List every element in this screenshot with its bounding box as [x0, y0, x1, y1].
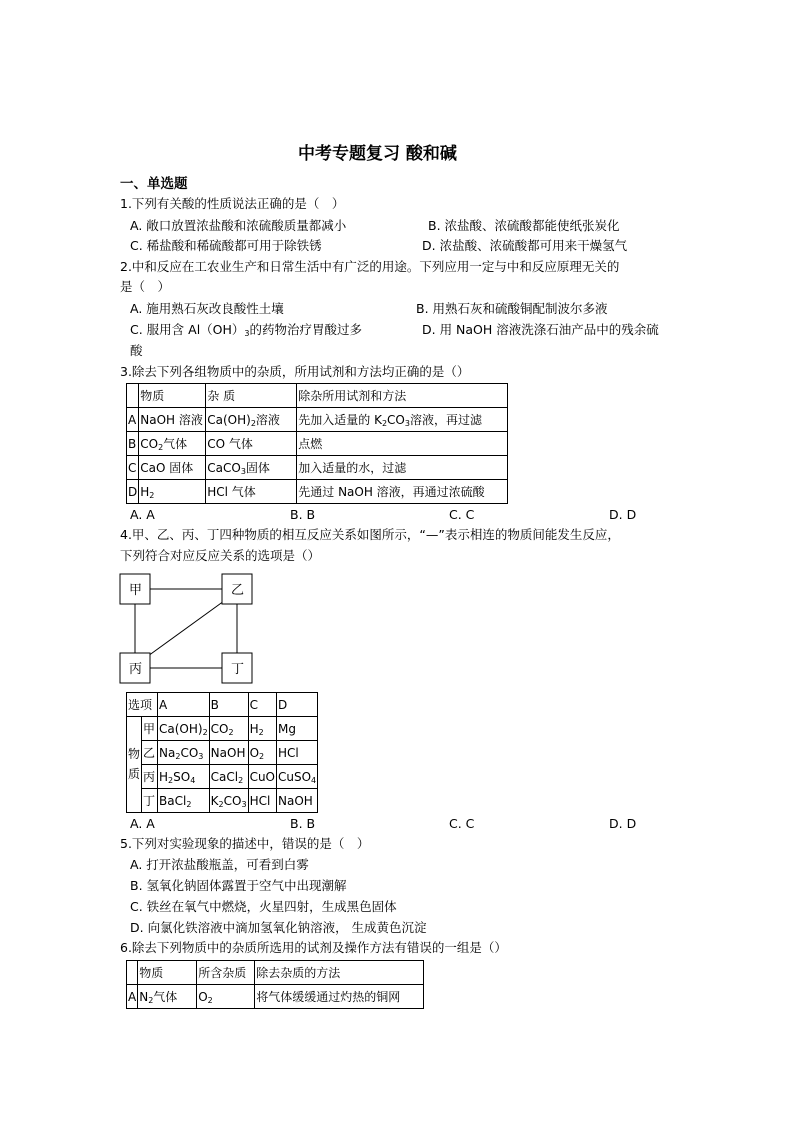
- table-row: A NaOH 溶液 $Ca(OH)_2$溶液 先加入适量的 $K_2CO_3$溶液，再过滤: [127, 408, 508, 432]
- q1-option-d[interactable]: D. 浓盐酸、浓硫酸都可用来干燥氢气: [422, 238, 628, 253]
- q3-option-b[interactable]: B. B: [290, 507, 316, 522]
- node-jia: 甲: [129, 583, 143, 598]
- q5-stem: 5.下列对实验现象的描述中，错误的是（ ）: [120, 836, 370, 851]
- q3-header-substance: 物质: [139, 384, 206, 408]
- page-title: 中考专题复习 酸和碱: [298, 144, 457, 164]
- q2-option-a[interactable]: A. 施用熟石灰改良酸性土壤: [130, 301, 284, 316]
- table-row: C CaO 固体 CaCO$_3$固体 加入适量的水，过滤: [127, 456, 508, 480]
- q6-table: 物质 所含杂质 除去杂质的方法 A $N_2$气体 $O_2$ 将气体缓缓通过灼热的铜网: [126, 960, 424, 1009]
- table-row: A $N_2$气体 $O_2$ 将气体缓缓通过灼热的铜网: [127, 985, 424, 1009]
- q2-option-b[interactable]: B. 用熟石灰和硫酸铜配制波尔多液: [416, 301, 608, 316]
- q2-option-d-cont: 酸: [130, 343, 143, 358]
- q2-stem-line1: 2.中和反应在工农业生产和日常生活中有广泛的用途。下列应用一定与中和反应原理无关的: [120, 259, 620, 274]
- q1-option-a[interactable]: A. 敞口放置浓盐酸和浓硫酸质量都减小: [130, 218, 347, 233]
- q3-option-c[interactable]: C. C: [449, 507, 475, 522]
- table-row: 乙 $Na_2CO_3$ NaOH $O_2$ HCl: [127, 741, 318, 765]
- q2-option-d[interactable]: D. 用 NaOH 溶液洗涤石油产品中的残余硫: [422, 322, 659, 337]
- q3-stem: 3.除去下列各组物质中的杂质，所用试剂和方法均正确的是（）: [120, 364, 470, 379]
- table-row: 丙 $H_2SO_4$ CaCl$_2$ CuO CuSO$_4$: [127, 765, 318, 789]
- section-heading: 一、单选题: [120, 176, 188, 192]
- q4-relation-diagram: [118, 573, 258, 688]
- q4-option-a[interactable]: A. A: [130, 816, 155, 831]
- q3-table: [126, 383, 508, 504]
- q4-table: 选项 A B C D 物 质 甲 $Ca(OH)_2$ $CO_2$ $H_2$ Mg 乙 $Na_2CO_3$ NaOH $O_2$ HCl 丙 $H_2SO_4$ CaCl$_2$ CuO CuSO$_4$ 丁 BaCl$_2$ $K_2CO_3$ HCl NaOH: [126, 692, 318, 813]
- table-row: D $H_2$ HCl 气体 先通过 NaOH 溶液，再通过浓硫酸: [127, 480, 508, 504]
- node-bing: 丙: [129, 662, 143, 677]
- q4-option-c[interactable]: C. C: [449, 816, 475, 831]
- q6-stem: 6.除去下列物质中的杂质所选用的试剂及操作方法有错误的一组是（）: [120, 940, 507, 955]
- q5-option-d[interactable]: D. 向氯化铁溶液中滴加氢氧化钠溶液， 生成黄色沉淀: [130, 920, 427, 935]
- q2-option-c[interactable]: C. 服用含 $Al(OH)_3$的药物治疗胃酸过多: [130, 322, 363, 338]
- q2-stem-line2: 是（ ）: [120, 279, 171, 294]
- q4-stem-line1: 4.甲、乙、丙、丁四种物质的相互反应关系如图所示，“—”表示相连的物质间能发生反应，: [120, 527, 620, 542]
- q1-stem: 1.下列有关酸的性质说法正确的是（ ）: [120, 196, 345, 211]
- q5-option-c[interactable]: C. 铁丝在氧气中燃烧，火星四射，生成黑色固体: [130, 899, 397, 914]
- q5-option-b[interactable]: B. 氢氧化钠固体露置于空气中出现潮解: [130, 878, 347, 893]
- q4-side-label: 物 质: [127, 717, 142, 813]
- table-row: B $CO_2$气体 CO 气体 点燃: [127, 432, 508, 456]
- q3-option-a[interactable]: A. A: [130, 507, 155, 522]
- q1-option-c[interactable]: C. 稀盐酸和稀硫酸都可用于除铁锈: [130, 238, 322, 253]
- q5-option-a[interactable]: A. 打开浓盐酸瓶盖，可看到白雾: [130, 857, 309, 872]
- table-row: 物 质 甲 $Ca(OH)_2$ $CO_2$ $H_2$ Mg: [127, 717, 318, 741]
- q4-option-b[interactable]: B. B: [290, 816, 316, 831]
- table-row: 丁 BaCl$_2$ $K_2CO_3$ HCl NaOH: [127, 789, 318, 813]
- q4-option-d[interactable]: D. D: [609, 816, 637, 831]
- q4-stem-line2: 下列符合对应反应关系的选项是（）: [120, 548, 321, 563]
- q3-option-d[interactable]: D. D: [609, 507, 637, 522]
- node-yi: 乙: [231, 583, 245, 598]
- q3-header-method: 除杂所用试剂和方法: [297, 384, 508, 408]
- q1-option-b[interactable]: B. 浓盐酸、浓硫酸都能使纸张炭化: [428, 218, 620, 233]
- node-ding: 丁: [231, 662, 245, 677]
- q3-header-impurity: 杂 质: [206, 384, 297, 408]
